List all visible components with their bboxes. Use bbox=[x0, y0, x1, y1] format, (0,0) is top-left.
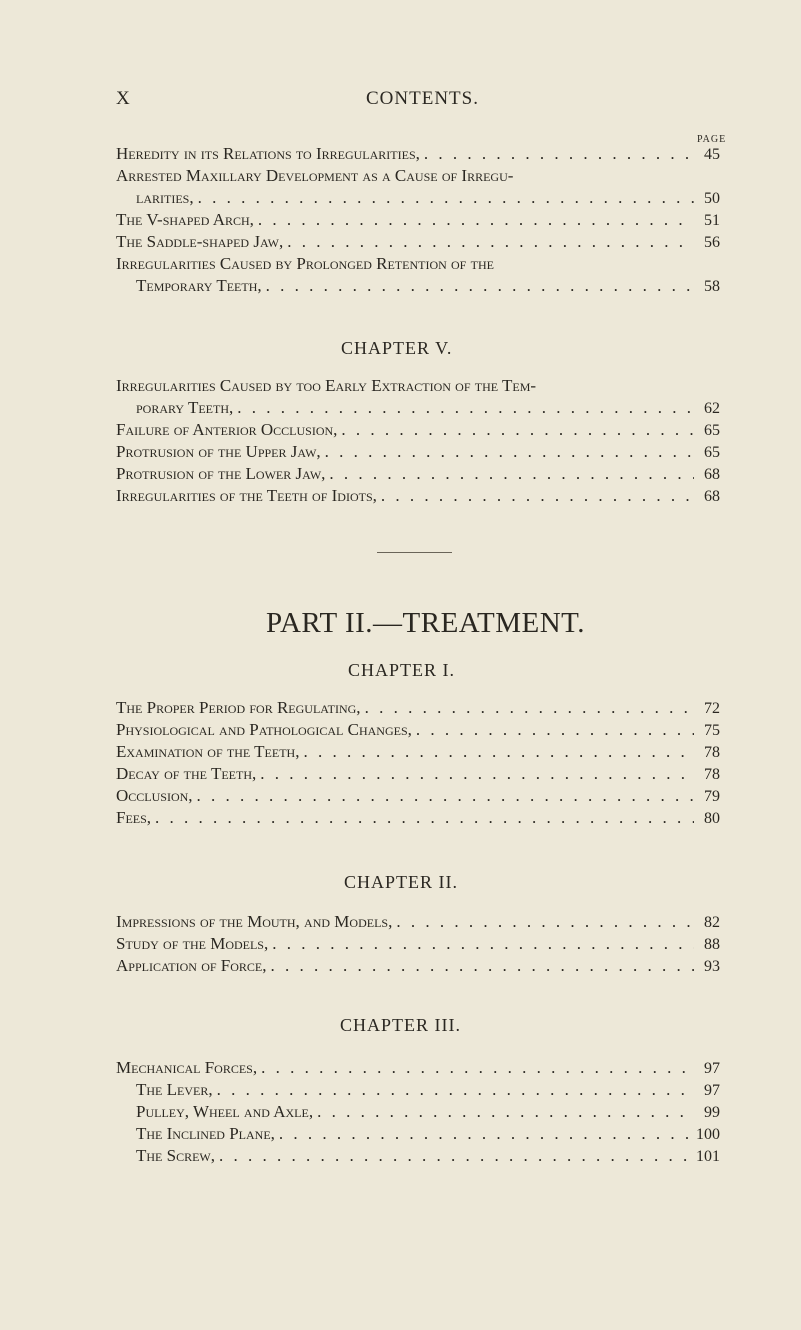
toc-entry bbox=[136, 398, 720, 420]
toc-entry bbox=[116, 486, 720, 508]
toc-entry-title: Irregularities Caused by too Early Extraction of the Tem- bbox=[116, 376, 537, 395]
leader-dots bbox=[215, 1146, 694, 1166]
toc-entry-title: Pulley, Wheel and Axle, bbox=[136, 1102, 314, 1121]
toc-entry bbox=[136, 188, 720, 210]
toc-entry-title: Occlusion, bbox=[116, 786, 193, 805]
toc-entry-page: 97 bbox=[704, 1082, 720, 1099]
toc-entry-page: 68 bbox=[704, 488, 720, 505]
running-header-title: CONTENTS. bbox=[366, 88, 479, 109]
toc-entry-title: larities, bbox=[136, 188, 194, 207]
toc-entry-page: 88 bbox=[704, 936, 720, 953]
toc-entry bbox=[116, 210, 720, 232]
toc-entry-title: Irregularities of the Teeth of Idiots, bbox=[116, 486, 377, 505]
toc-entry bbox=[136, 1146, 720, 1168]
toc-entry bbox=[136, 1124, 720, 1146]
toc-entry-title: The Proper Period for Regulating, bbox=[116, 698, 361, 717]
toc-entry-title: Failure of Anterior Occlusion, bbox=[116, 420, 338, 439]
chapter-heading: CHAPTER I. bbox=[348, 660, 456, 680]
leader-dots bbox=[233, 398, 694, 418]
toc-entry-title: Study of the Models, bbox=[116, 934, 269, 953]
toc-entry bbox=[136, 1080, 720, 1102]
toc-entry-page: 51 bbox=[704, 212, 720, 229]
toc-entry bbox=[116, 934, 720, 956]
section-divider bbox=[377, 552, 452, 553]
toc-entry-page: 79 bbox=[704, 788, 720, 805]
toc-entry-title: Physiological and Pathological Changes, bbox=[116, 720, 412, 739]
toc-entry-page: 68 bbox=[704, 466, 720, 483]
leader-dots bbox=[267, 956, 695, 976]
toc-entry bbox=[116, 956, 720, 978]
leader-dots bbox=[337, 420, 694, 440]
toc-entry bbox=[116, 1058, 720, 1080]
leader-dots bbox=[275, 1124, 694, 1144]
leader-dots bbox=[377, 486, 694, 506]
toc-entry-page: 99 bbox=[704, 1104, 720, 1121]
leader-dots bbox=[268, 934, 694, 954]
toc-entry-page: 82 bbox=[704, 914, 720, 931]
leader-dots bbox=[193, 786, 694, 806]
toc-entry-page: 80 bbox=[704, 810, 720, 827]
toc-entry bbox=[116, 464, 720, 486]
toc-entry-title: The Saddle-shaped Jaw, bbox=[116, 232, 284, 251]
toc-entry bbox=[116, 742, 720, 764]
toc-entry-title: The Lever, bbox=[136, 1080, 213, 1099]
leader-dots bbox=[262, 276, 694, 296]
toc-entry bbox=[116, 912, 720, 934]
toc-entry-title: Protrusion of the Lower Jaw, bbox=[116, 464, 326, 483]
leader-dots bbox=[420, 144, 694, 164]
leader-dots bbox=[256, 764, 694, 784]
toc-entry-title: Protrusion of the Upper Jaw, bbox=[116, 442, 321, 461]
toc-entry bbox=[116, 232, 720, 254]
leader-dots bbox=[321, 442, 694, 462]
toc-entry bbox=[116, 420, 720, 442]
chapter-heading: CHAPTER III. bbox=[340, 1015, 461, 1035]
toc-entry-page: 62 bbox=[704, 400, 720, 417]
toc-entry bbox=[136, 276, 720, 298]
leader-dots bbox=[283, 232, 694, 252]
toc-entry-title: Mechanical Forces, bbox=[116, 1058, 258, 1077]
chapter-heading: CHAPTER II. bbox=[344, 872, 458, 892]
toc-entry-title: Examination of the Teeth, bbox=[116, 742, 300, 761]
page-column-label: PAGE bbox=[697, 134, 727, 145]
toc-entry-page: 78 bbox=[704, 766, 720, 783]
leader-dots bbox=[213, 1080, 694, 1100]
toc-entry-title: porary Teeth, bbox=[136, 398, 234, 417]
toc-entry-title: Fees, bbox=[116, 808, 152, 827]
toc-entry-page: 93 bbox=[704, 958, 720, 975]
chapter-heading: CHAPTER V. bbox=[341, 338, 453, 358]
toc-entry bbox=[116, 442, 720, 464]
leader-dots bbox=[254, 210, 694, 230]
toc-entry-title: Heredity in its Relations to Irregularities, bbox=[116, 144, 420, 163]
toc-entry-title: The Screw, bbox=[136, 1146, 215, 1165]
toc-entry-title: Decay of the Teeth, bbox=[116, 764, 257, 783]
toc-entry bbox=[116, 764, 720, 786]
leader-dots bbox=[412, 720, 694, 740]
leader-dots bbox=[299, 742, 694, 762]
toc-entry bbox=[136, 1102, 720, 1124]
toc-entry-page: 100 bbox=[696, 1126, 720, 1143]
leader-dots bbox=[257, 1058, 694, 1078]
leader-dots bbox=[361, 698, 694, 718]
toc-entry-page: 101 bbox=[696, 1148, 720, 1165]
toc-entry-page: 97 bbox=[704, 1060, 720, 1077]
toc-entry-page: 65 bbox=[704, 422, 720, 439]
toc-entry bbox=[116, 720, 720, 742]
running-header-roman: X bbox=[116, 88, 131, 109]
toc-entry-page: 65 bbox=[704, 444, 720, 461]
leader-dots bbox=[325, 464, 694, 484]
toc-entry-title: Irregularities Caused by Prolonged Retention of the bbox=[116, 254, 494, 273]
part-heading: PART II.—TREATMENT. bbox=[266, 607, 585, 639]
leader-dots bbox=[392, 912, 694, 932]
leader-dots bbox=[194, 188, 694, 208]
toc-entry-page: 56 bbox=[704, 234, 720, 251]
toc-entry-title: Temporary Teeth, bbox=[136, 276, 262, 295]
toc-entry bbox=[116, 698, 720, 720]
toc-entry-page: 72 bbox=[704, 700, 720, 717]
leader-dots bbox=[313, 1102, 694, 1122]
toc-entry bbox=[116, 144, 720, 166]
toc-entry-title: The V-shaped Arch, bbox=[116, 210, 254, 229]
toc-entry-page: 45 bbox=[704, 146, 720, 163]
toc-entry-title: Application of Force, bbox=[116, 956, 267, 975]
leader-dots bbox=[151, 808, 694, 828]
toc-entry-page: 58 bbox=[704, 278, 720, 295]
toc-entry-page: 75 bbox=[704, 722, 720, 739]
toc-entry-title: The Inclined Plane, bbox=[136, 1124, 275, 1143]
toc-entry-page: 50 bbox=[704, 190, 720, 207]
toc-entry bbox=[116, 786, 720, 808]
toc-entry-page: 78 bbox=[704, 744, 720, 761]
toc-entry-title: Impressions of the Mouth, and Models, bbox=[116, 912, 393, 931]
toc-entry-title: Arrested Maxillary Development as a Cause of Irregu- bbox=[116, 166, 514, 185]
toc-entry bbox=[116, 808, 720, 830]
